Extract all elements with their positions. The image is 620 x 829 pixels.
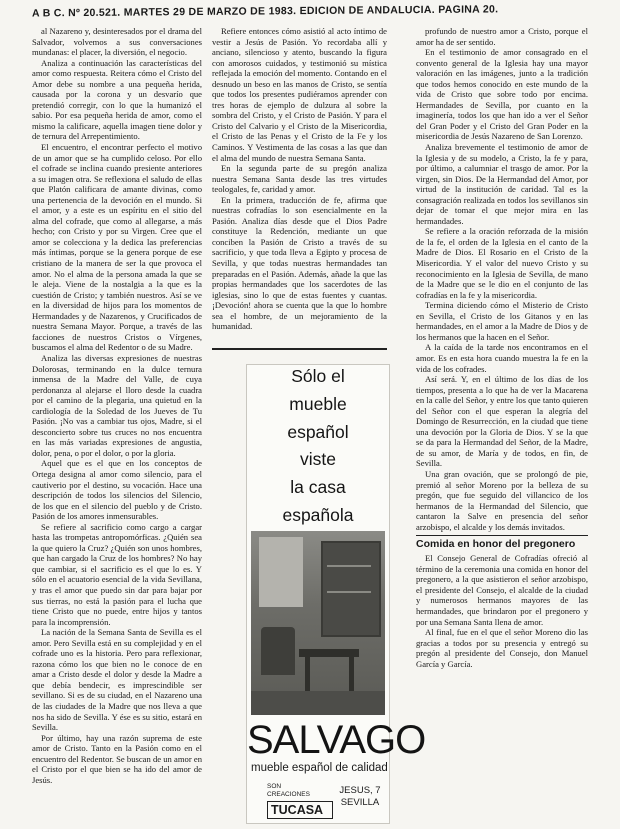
ad-slogan-line: española <box>282 504 354 525</box>
paragraph: En la segunda parte de su pregón analiza nuestra Semana Santa desde las tres virtudes teologales, fe, caridad y amor. <box>212 163 387 195</box>
ad-slogan <box>247 367 389 525</box>
paragraph: Una gran ovación, que se prolongó de pie, premió al señor Moreno por la belleza de su pregón, que fue seguido del villancico de los hermanos de la Hermandad del Silencio, que cantaron la Salve en presencia del señor arzobispo, el alcalde y los demás invitados. <box>416 468 588 532</box>
paragraph: El Consejo General de Cofradías ofreció al término de la ceremonia una comida en honor del pregonero, a la que asistieron el señor arzobispo, el presidente del Consejo, el alcalde de la ciudad y numerosos hermanos mayores de las hermandades, que brindaron por el pregonero y por una Semana Santa llena de amor. <box>416 553 588 627</box>
paragraph: Al final, fue en el que el señor Moreno dio las gracias a todos por su presencia y entregó su pregón al presidente del Consejo, don Manuel García y García. <box>416 627 588 669</box>
ad-creations-label <box>267 783 327 803</box>
paragraph: En el testimonio de amor consagrado en el convento general de la Iglesia hay una mayor valoración en las imágenes, junto a la tradición que todos hemos conocido en este mundo de la vida de Cristo que sobre todo por encima. Hermandades de Sevilla, por cuanto en la imaginería, todos los que han ido a ver el Señor del Gran Poder y el Cristo del Gran Poder en la misericordia de Jesús Nazareno de San Lorenzo. <box>416 47 588 142</box>
paragraph: Analiza brevemente el testimonio de amor de la Iglesia y de su modelo, a Cristo, la fe y para, por último, a calumniar el trasgo de amor. Por la virgen, sin Dios. De la Hermandad del Amor, por virtud de la institución de caridad. Tal es la consagración realizada en todos los sevillanos sin dejar de tomar el que mejor mira en las hermandades. <box>416 142 588 226</box>
ad-slogan-line: viste <box>300 449 336 470</box>
paragraph: Analiza las diversas expresiones de nuestras Dolorosas, terminando en la dulce ternura inmensa de la Madre del Valle, de cuya perdonanza al alejarse el lloro desde la cuadra por el camino de la plegaria, una quietud en la cardiología de la Soledad de los Jueves de Tu Pasión. ¡No vas a cambiar tus ojos, Madre, si el desconcierto sobre tus cruces no nos encuentra en las más variadas expresiones de angustia, dolor, pena, o por el dolor, o por la gloria. <box>32 352 202 458</box>
ad-address <box>335 785 385 815</box>
ad-furniture-photo <box>251 531 385 715</box>
ad-slogan-line: la casa <box>290 477 346 498</box>
photo-cabinet-shelf <box>327 565 371 567</box>
column-divider <box>212 348 387 350</box>
ad-tucasa-logo: TUCASA <box>267 801 333 819</box>
article-column-3 <box>416 26 588 826</box>
paragraph: Aquel que es el que en los conceptos de Ortega designa al amor como silencio, para el cautiverio por el destino, su vocación. Hace una descripción de todos los silencios del Silencio, de los que en el silencio del pueblo y de Cristo. Pasión de los amores inmensurables. <box>32 458 202 522</box>
page-header: A B C. Nº 20.521. MARTES 29 DE MARZO DE 1983. EDICION DE ANDALUCIA. PAGINA 20. <box>32 3 499 20</box>
ad-slogan-line: español <box>287 421 349 442</box>
article-column-1 <box>32 26 202 826</box>
paragraph: El encuentro, el encontrar perfecto el motivo de un amor que se ha cumplido celoso. Por ello el cofrade se inclina cuando presiente anteriores a su imagen otra. Se reflexiona el saludo de ellas que Platón calificara de amante divinas, como una pertenencia de la devoción en el mundo. Si el amor, y a este es un espíritu en el sitio del alma del cofrade, que como al allegarse, a más hecho; con Cristo y por su Virgen. Cree que el amor se colecciona y la dedica las preferencias más íntimas, porque se la genera porque de ese cristiano de la manera de ser la que provoca el amor. No el alma de la persona amada la que se le aleja. Viene de la nostalgia a la que es la cuestión de Cristo; y también nuestros. Así se ve en la diversidad de hijos para los momentos de Hermandades y de Nazarenos, y Crucificados de nuestra Semana Mayor. Porque, a través de las facciones de nuestros Cristos o Vírgenes, buscamos el alma del Redentor o de su Madre. <box>32 142 202 353</box>
paragraph: Por último, hay una razón suprema de este amor de Cristo. Tanto en la Pasión como en el encuentro del Redentor. Se buscan de un amor en el Cristo por el que bien se ha ido del amor de Jesús. <box>32 732 202 785</box>
section-heading: Comida en honor del pregonero <box>416 535 588 551</box>
paragraph: Se refiere a la oración reforzada de la misión de la fe, el orden de la Iglesia en el canto de la Madre de Dios. El Rosario en el Cristo de la Misericordia. Y el valor del nuevo Cristo y su reconocimiento en la Iglesia de Sevilla, de mano de la Madre que se le dio en el conjunto de las cofradías en la fe y la misericordia. <box>416 226 588 300</box>
paragraph: Refiere entonces cómo asistió al acto íntimo de vestir a Jesús de Pasión. Yo recordaba allí y anciano, silencioso y atento, buscando la figura con amorosos cuidados, y testimonió su mística reflejada la emoción del momento. Contando en el desnudo un beso en las manos de Cristo, se sentía que todos los presentes pudiéramos aprender con tres horas de ejemplo de dulzura al sobre la sombra del Cristo, y el Cristo de Pasión. Y para el Cristo del Calvario y el Cristo de la Misericordia, el Cristo de las Penas y el Cristo de la Fe y los Caminos. Y Vestimenta de las cosas a las que dan el alma del mundo de nuestra Semana Santa. <box>212 26 387 163</box>
ad-creations-line: CREACIONES <box>267 791 310 798</box>
paragraph: Analiza a continuación las características del amor como respuesta. Reitera cómo el Cristo del Amor debe su nombre a una pequeña herida, causada por la corona y un desvarío que pretendió corregir, con lo que la humanizó el sabio. Por esa pequeña herida de amor, como el mismo la calificare, aquella imagen tiene dolor y de ternura del Arrepentimiento. <box>32 57 202 142</box>
ad-slogan-line: mueble <box>289 393 347 414</box>
ad-son-line: SON <box>267 783 282 790</box>
paragraph: La nación de la Semana Santa de Sevilla es el amor. Pero Sevilla está en su complejidad y en el cofrade uno es la historia. Pero para reflexionar, razona cómo los que bien no le conoce de en amar a Cristo desde el dolor y desde la Madre a que debía bendecir, es imprescindible ser sevillano. Si es de su ciudad, en el Nazareno una de las ciudades de la Madre que nos lleva a que nos ha sido de Sevilla. Y ése es su sitio, estará en Sevilla. <box>32 627 202 733</box>
paragraph: Termina diciendo cómo el Misterio de Cristo en Sevilla, el Cristo de los Gitanos y en las hermandades, en el amor a la Madre de Dios y de los hermanos que la hacen en el Señor. <box>416 300 588 342</box>
paragraph: profundo de nuestro amor a Cristo, porque el amor ha de ser sentido. <box>416 26 588 47</box>
paragraph: A la caída de la tarde nos encontramos en el amor. Es en esta hora cuando muestra la fe en la vida de los cofrades. <box>416 342 588 374</box>
paragraph: Se refiere al sacrificio como cargo a cargar hasta las trompetas antropomórficas. ¿Quién sea la que quiero la Cruz? ¿Quién son unos hombres, que han cargado la Cruz de los hombres? No hay que cambiar, si el sacrificio es el que lo es. Y sólo en el acuatorio esencial de la vida Sevillana, y tras el amor que puedo sin dar para bajar por sus tierras, no está la pasión para el lucha que tiene Cristo que no puede, entre hijos y tantos para la incomprensión. <box>32 521 202 627</box>
photo-cabinet <box>321 541 381 637</box>
paragraph: al Nazareno y, desinteresados por el drama del Salvador, volvemos a sus conversaciones mundanas: el placer, la diversión, el negocio. <box>32 26 202 58</box>
paragraph: Así será. Y, en el último de los días de los tiempos, presenta a lo que ha de ver la Macarena en la calle del Señor, y entre los que tanto quieren del Señor con el que esperan la alegría del Domingo de Resurrección, en la ciudad que tiene una devoción por la Gloria de Dios. Y se la que se da para la Hermandad del Señor, de la Madre, de su amor, de María y de todos, en fin, de Sevilla. <box>416 374 588 469</box>
ad-address-city: SEVILLA <box>340 797 380 808</box>
photo-chair <box>261 627 295 675</box>
photo-floor <box>251 691 385 715</box>
ad-brand: SALVAGO <box>247 718 426 762</box>
article-column-2 <box>212 26 387 346</box>
photo-table-leg <box>305 657 310 693</box>
ad-tagline: mueble español de calidad <box>251 762 388 774</box>
salvago-advertisement <box>246 364 426 824</box>
paragraph: En la primera, traducción de fe, afirma que nuestras cofradías lo son esencialmente en la Pasión. Analiza días desde que el Dios Padre constituye la Redención, mediante un que conciben la Pasión de Cristo a través de su sacrificio, y que toda lleva a Egipto y procesa de Sevilla, y que todas nuestras hermandades tan preparadas en el Pasión. Además, añade la que las propias hermandades que los sacerdotes de las iglesias, sino lo que de estas fuentes y cuantas. ¡Devoción! ahora se cuenta que la que lo hombre sea el hombre, de un mejoramiento de la humanidad. <box>212 194 387 332</box>
ad-address-street: JESUS, 7 <box>339 785 381 796</box>
ad-slogan-line: Sólo el <box>291 366 345 386</box>
photo-table <box>299 649 359 657</box>
photo-window <box>259 537 303 607</box>
photo-table-leg <box>349 657 354 693</box>
photo-cabinet-shelf <box>327 591 371 593</box>
